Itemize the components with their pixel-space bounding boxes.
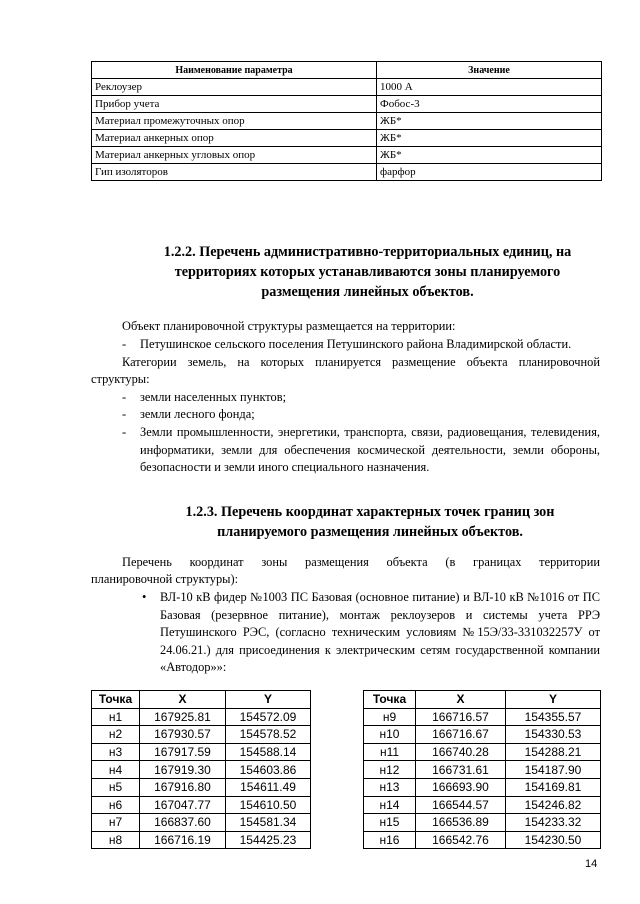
territory-item [122,336,602,354]
y-value: 154572.09 [226,708,311,726]
x-value: 167916.80 [140,778,226,796]
table-row [92,778,311,796]
table-row [92,726,311,744]
land-item [122,406,600,424]
table-row [364,743,601,761]
x-value: 167919.30 [140,761,226,779]
parameter-name: Материал промежуточных опор [92,113,377,130]
point-label: н2 [92,726,140,744]
heading-line: планируемого размещения линейных объектов. [217,524,523,540]
point-label: н5 [92,778,140,796]
x-value: 167917.59 [140,743,226,761]
heading-line: территориях которых устанавливаются зоны планируемого [174,264,561,280]
parameter-value: ЖБ* [377,113,602,130]
point-label: н7 [92,814,140,832]
coordinates-table-left [91,690,311,849]
object-description: ВЛ-10 кВ фидер №1003 ПС Базовая (основное питание) и ВЛ-10 кВ №1016 от ПС Базовая (резервное питание), монтаж реклоузеров и системы учета РРЭ Петушинского РЭС, (согласно техническим условиям №15Э/33-331032257У от 24.06.21.) для присоединения к электрическим сетям государственной компании «Автодор»»: [160,590,600,674]
heading-line: 1.2.3. Перечень координат характерных точек границ зон [185,504,555,520]
y-value: 154611.49 [226,778,311,796]
x-value: 166536.89 [416,814,506,832]
dash-marker: - [122,407,127,421]
parameter-name: Гип изоляторов [92,164,377,181]
object-bullet [142,589,600,677]
table-row [364,778,601,796]
table-row [92,796,311,814]
table-row [92,96,602,113]
point-label: н16 [364,831,416,849]
table-row [92,130,602,147]
point-label: н10 [364,726,416,744]
territory-intro: Объект планировочной структуры размещается на территории: [122,319,456,333]
y-value: 154425.23 [226,831,311,849]
parameter-value: фарфор [377,164,602,181]
coords-header-row [92,691,311,709]
land-categories-line1: Категории земель, на которых планируется размещение объекта планировочной [122,355,600,369]
y-value: 154230.50 [506,831,601,849]
parameters-header-row [92,62,602,79]
table-row [92,831,311,849]
land-item-text: Земли промышленности, энергетики, транспорта, связи, радиовещания, телевидения, информатики, земли для обеспечения космической деятельности, земли обороны, безопасности и земли иного специального назначения. [140,425,600,474]
x-value: 166731.61 [416,761,506,779]
dash-marker: - [122,390,127,404]
y-value: 154578.52 [226,726,311,744]
heading-line: 1.2.2. Перечень административно-территориальных единиц, на [163,244,572,260]
dash-marker: - [122,337,127,351]
header-y: Y [506,691,601,709]
heading-line: размещения линейных объектов. [261,284,474,300]
point-label: н15 [364,814,416,832]
point-label: н8 [92,831,140,849]
coords-intro-line2: планировочной структуры): [91,572,239,586]
header-parameter-name: Наименование параметра [92,62,377,79]
y-value: 154588.14 [226,743,311,761]
y-value: 154233.32 [506,814,601,832]
x-value: 166716.57 [416,708,506,726]
point-label: н11 [364,743,416,761]
section-122-heading [140,242,595,302]
x-value: 166740.28 [416,743,506,761]
y-value: 154355.57 [506,708,601,726]
parameter-name: Материал анкерных опор [92,130,377,147]
table-row [92,814,311,832]
land-item-text: земли лесного фонда; [140,407,255,421]
parameter-value: ЖБ* [377,147,602,164]
parameter-value: 1000 А [377,79,602,96]
land-item [122,424,600,477]
point-label: н12 [364,761,416,779]
parameter-name: Реклоузер [92,79,377,96]
point-label: н4 [92,761,140,779]
x-value: 167930.57 [140,726,226,744]
x-value: 166837.60 [140,814,226,832]
coords-intro-line1: Перечень координат зоны размещения объекта (в границах территории [122,555,600,569]
y-value: 154169.81 [506,778,601,796]
table-row [364,814,601,832]
point-label: н13 [364,778,416,796]
dash-marker: - [122,425,127,439]
header-x: X [416,691,506,709]
parameter-name: Материал анкерных угловых опор [92,147,377,164]
x-value: 166716.19 [140,831,226,849]
coords-header-row [364,691,601,709]
table-row [92,164,602,181]
x-value: 167925.81 [140,708,226,726]
coordinates-table-right [363,690,601,849]
page-number: 14 [585,858,598,870]
table-row [364,831,601,849]
point-label: н9 [364,708,416,726]
y-value: 154603.86 [226,761,311,779]
y-value: 154610.50 [226,796,311,814]
parameter-name: Прибор учета [92,96,377,113]
table-row [92,147,602,164]
land-categories-line2: структуры: [91,372,150,386]
table-row [364,796,601,814]
x-value: 166544.57 [416,796,506,814]
table-row [92,113,602,130]
header-point: Точка [92,691,140,709]
point-label: н6 [92,796,140,814]
header-y: Y [226,691,311,709]
y-value: 154246.82 [506,796,601,814]
header-point: Точка [364,691,416,709]
x-value: 166716.67 [416,726,506,744]
parameters-table [91,61,602,181]
point-label: н14 [364,796,416,814]
parameter-value: ЖБ* [377,130,602,147]
section-123-heading [160,502,580,542]
parameter-value: Фобос-3 [377,96,602,113]
header-x: X [140,691,226,709]
table-row [364,726,601,744]
x-value: 166693.90 [416,778,506,796]
header-value: Значение [377,62,602,79]
x-value: 166542.76 [416,831,506,849]
point-label: н1 [92,708,140,726]
bullet-marker: • [142,590,147,604]
table-row [92,743,311,761]
y-value: 154581.34 [226,814,311,832]
land-item [122,389,600,407]
y-value: 154288.21 [506,743,601,761]
table-row [364,708,601,726]
table-row [92,79,602,96]
territory-text: Петушинское сельского поселения Петушинского района Владимирской области. [140,337,572,351]
point-label: н3 [92,743,140,761]
table-row [92,708,311,726]
x-value: 167047.77 [140,796,226,814]
land-item-text: земли населенных пунктов; [140,390,287,404]
y-value: 154330.53 [506,726,601,744]
table-row [364,761,601,779]
y-value: 154187.90 [506,761,601,779]
table-row [92,761,311,779]
